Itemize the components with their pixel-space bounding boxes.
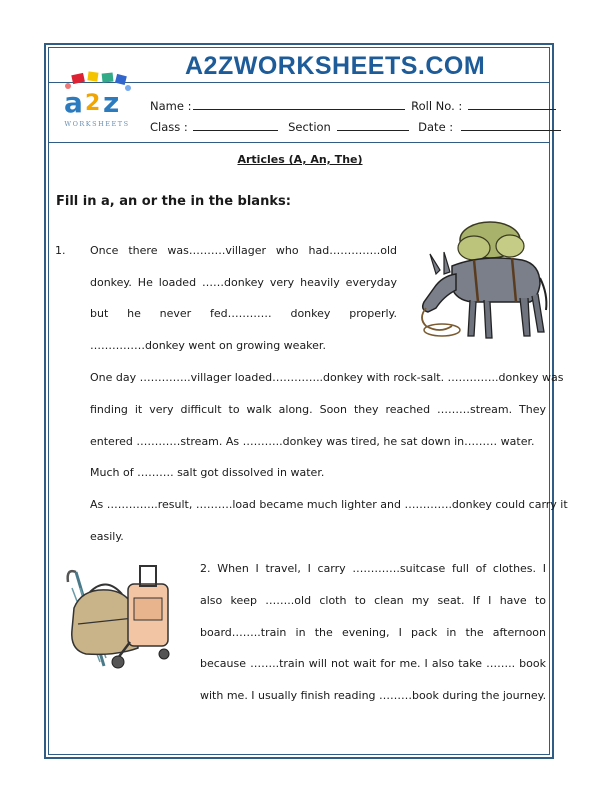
q1-line: entered …………stream. As ………..donkey was tired, he sat down in……… water. bbox=[90, 435, 535, 448]
q2-line: because ……..train will not wait for me. I also take …….. book bbox=[200, 657, 546, 670]
header-divider bbox=[48, 142, 550, 143]
date-field[interactable] bbox=[461, 119, 561, 131]
q1-line: donkey. He loaded ……donkey very heavily everyday bbox=[90, 276, 397, 289]
instructions: Fill in a, an or the in the blanks: bbox=[56, 194, 291, 209]
name-field[interactable] bbox=[193, 98, 405, 110]
name-label: Name : bbox=[150, 99, 192, 113]
roll-field[interactable] bbox=[468, 98, 556, 110]
a2z-logo bbox=[58, 70, 136, 132]
q1-line: easily. bbox=[90, 530, 124, 543]
q1-line: Much of ………. salt got dissolved in water. bbox=[90, 466, 325, 479]
donkey-illustration bbox=[412, 218, 550, 346]
worksheet-title: Articles (A, An, The) bbox=[237, 153, 363, 166]
date-label: Date : bbox=[418, 120, 454, 134]
section-label: Section bbox=[288, 120, 331, 134]
class-field[interactable] bbox=[193, 119, 278, 131]
svg-text:WORKSHEETS: WORKSHEETS bbox=[64, 120, 130, 128]
luggage-illustration bbox=[56, 558, 184, 674]
class-label: Class : bbox=[150, 120, 188, 134]
question-number: 1. bbox=[55, 244, 66, 257]
q2-line: also keep ……..old cloth to clean my seat. If I have to bbox=[200, 594, 546, 607]
q2-line: with me. I usually finish reading ………book during the journey. bbox=[200, 689, 547, 702]
svg-text:2: 2 bbox=[85, 91, 101, 116]
q2-line: board……..train in the evening, I pack in the afternoon bbox=[200, 626, 546, 639]
q1-line: Once there was……….villager who had…………..old bbox=[90, 244, 397, 257]
class-row bbox=[150, 119, 561, 134]
q2-line: 2. When I travel, I carry ………….suitcase full of clothes. I bbox=[200, 562, 546, 575]
q1-line: ……………donkey went on growing weaker. bbox=[90, 339, 326, 352]
svg-text:z: z bbox=[103, 86, 120, 119]
q1-line: One day …………..villager loaded…………..donkey with rock-salt. …………..donkey was bbox=[90, 371, 564, 384]
roll-label: Roll No. : bbox=[411, 99, 463, 113]
name-row bbox=[150, 98, 556, 113]
site-title: A2ZWORKSHEETS.COM bbox=[185, 52, 486, 80]
q1-line: As …………..result, ……….load became much lighter and ………….donkey could carry it bbox=[90, 498, 568, 511]
q1-line: finding it very difficult to walk along. Soon they reached ………stream. They bbox=[90, 403, 546, 416]
section-field[interactable] bbox=[337, 119, 409, 131]
svg-text:a: a bbox=[64, 86, 83, 119]
q1-line: but he never fed………… donkey properly. bbox=[90, 307, 397, 320]
